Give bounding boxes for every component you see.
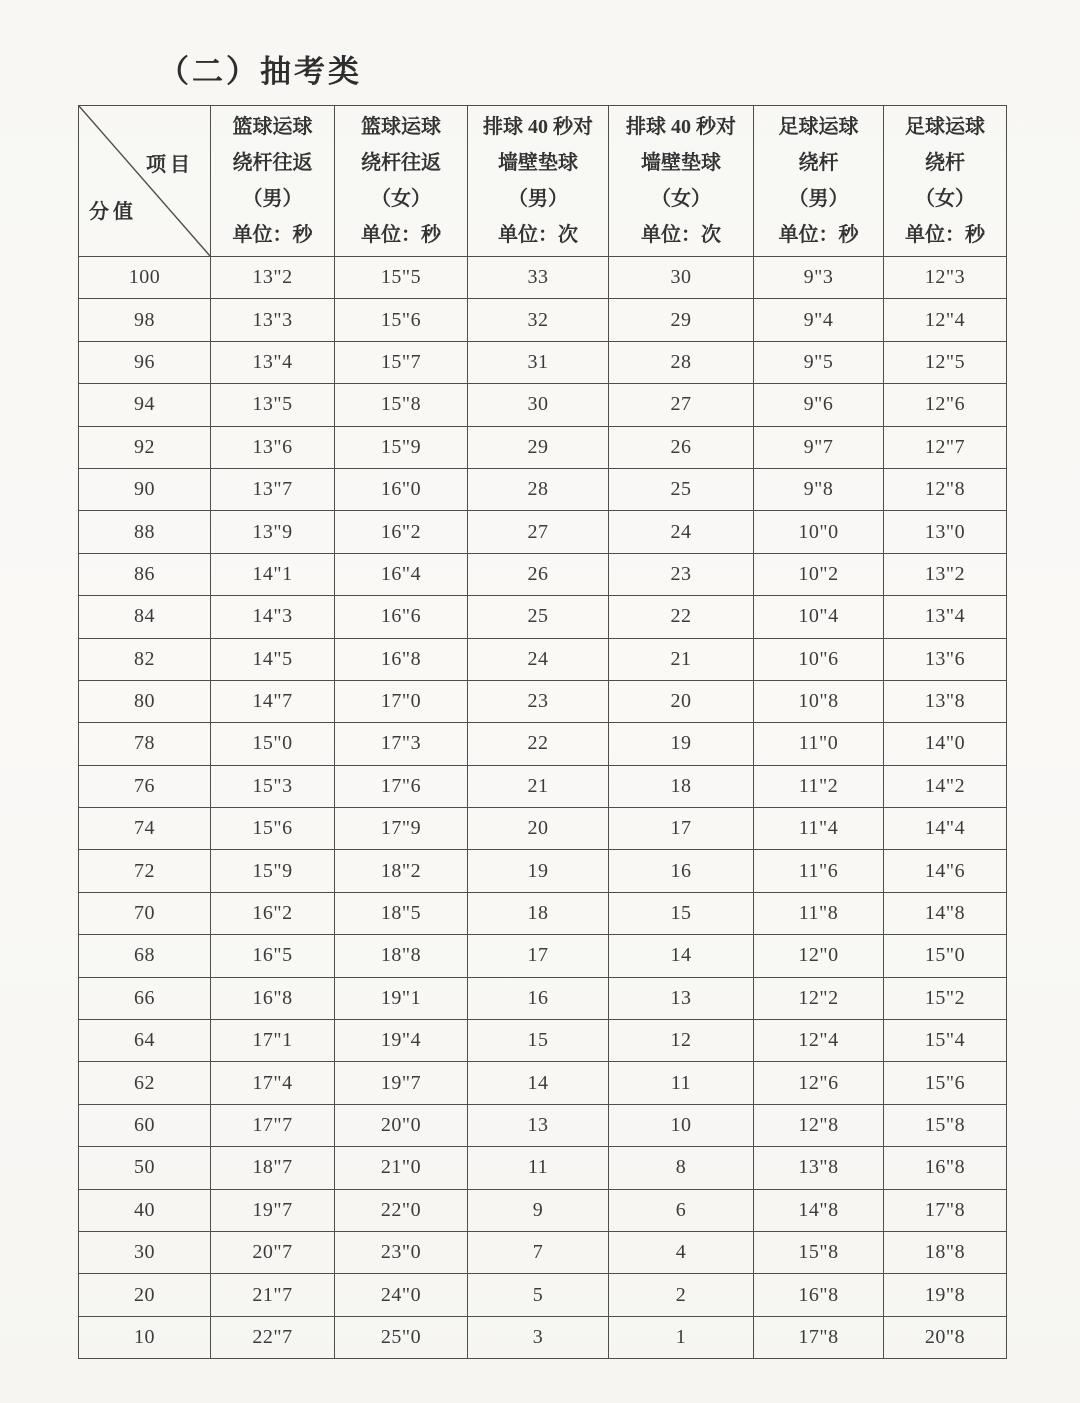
table-row: [79, 1062, 1007, 1104]
value-cell: 11: [468, 1147, 609, 1189]
score-cell: 50: [79, 1147, 211, 1189]
value-cell: 21: [468, 765, 609, 807]
value-cell: 17"1: [211, 1020, 335, 1062]
value-cell: 13"2: [211, 257, 335, 299]
column-header-line: 足球运球: [905, 116, 985, 138]
column-header-4: [754, 106, 884, 257]
column-header-line: （男）: [242, 188, 303, 210]
value-cell: 30: [609, 257, 754, 299]
value-cell: 26: [609, 426, 754, 468]
value-cell: 14: [468, 1062, 609, 1104]
column-header-line: 单位：次: [498, 224, 578, 246]
value-cell: 23: [609, 553, 754, 595]
value-cell: 3: [468, 1316, 609, 1358]
value-cell: 14"5: [211, 638, 335, 680]
value-cell: 22: [609, 596, 754, 638]
value-cell: 11"4: [754, 808, 884, 850]
value-cell: 17"0: [335, 680, 468, 722]
score-cell: 78: [79, 723, 211, 765]
column-header-line: 排球 40 秒对: [483, 116, 593, 138]
table-row: [79, 299, 1007, 341]
value-cell: 23: [468, 680, 609, 722]
value-cell: 11"8: [754, 892, 884, 934]
value-cell: 12"8: [754, 1104, 884, 1146]
value-cell: 7: [468, 1231, 609, 1273]
value-cell: 15: [468, 1020, 609, 1062]
value-cell: 12"5: [884, 341, 1007, 383]
score-cell: 94: [79, 384, 211, 426]
score-cell: 70: [79, 892, 211, 934]
table-row: [79, 892, 1007, 934]
column-header-line: 绕杆往返: [361, 152, 441, 174]
value-cell: 12"0: [754, 935, 884, 977]
value-cell: 20"0: [335, 1104, 468, 1146]
value-cell: 10"8: [754, 680, 884, 722]
value-cell: 25"0: [335, 1316, 468, 1358]
value-cell: 10"6: [754, 638, 884, 680]
score-cell: 64: [79, 1020, 211, 1062]
value-cell: 18: [468, 892, 609, 934]
value-cell: 15"9: [335, 426, 468, 468]
value-cell: 25: [468, 596, 609, 638]
table-row: [79, 977, 1007, 1019]
value-cell: 22: [468, 723, 609, 765]
score-cell: 82: [79, 638, 211, 680]
value-cell: 14"7: [211, 680, 335, 722]
value-cell: 10"2: [754, 553, 884, 595]
score-cell: 76: [79, 765, 211, 807]
score-cell: 30: [79, 1231, 211, 1273]
value-cell: 6: [609, 1189, 754, 1231]
column-header-0: [211, 106, 335, 257]
value-cell: 19"4: [335, 1020, 468, 1062]
value-cell: 13"7: [211, 468, 335, 510]
value-cell: 1: [609, 1316, 754, 1358]
score-cell: 74: [79, 808, 211, 850]
value-cell: 20: [609, 680, 754, 722]
score-cell: 88: [79, 511, 211, 553]
value-cell: 28: [609, 341, 754, 383]
column-header-line: 单位：秒: [778, 224, 859, 246]
value-cell: 9"4: [754, 299, 884, 341]
value-cell: 16"8: [884, 1147, 1007, 1189]
value-cell: 15"7: [335, 341, 468, 383]
corner-label-score: 分值: [89, 201, 137, 223]
value-cell: 20"7: [211, 1231, 335, 1273]
value-cell: 16"8: [211, 977, 335, 1019]
value-cell: 16: [468, 977, 609, 1019]
value-cell: 19"1: [335, 977, 468, 1019]
value-cell: 30: [468, 384, 609, 426]
value-cell: 17"8: [884, 1189, 1007, 1231]
value-cell: 17"8: [754, 1316, 884, 1358]
column-header-line: （女）: [651, 188, 711, 210]
value-cell: 11"6: [754, 850, 884, 892]
value-cell: 15"0: [211, 723, 335, 765]
value-cell: 22"0: [335, 1189, 468, 1231]
value-cell: 31: [468, 341, 609, 383]
score-cell: 100: [79, 257, 211, 299]
table-row: [79, 1020, 1007, 1062]
value-cell: 18"5: [335, 892, 468, 934]
value-cell: 14"8: [884, 892, 1007, 934]
corner-label-item: 项目: [146, 154, 194, 176]
value-cell: 23"0: [335, 1231, 468, 1273]
value-cell: 12"6: [754, 1062, 884, 1104]
value-cell: 12"3: [884, 257, 1007, 299]
column-header-line: 单位：次: [641, 224, 721, 246]
value-cell: 15"6: [211, 808, 335, 850]
column-header-line: 篮球运球: [361, 116, 441, 138]
value-cell: 22"7: [211, 1316, 335, 1358]
score-cell: 98: [79, 299, 211, 341]
score-cell: 68: [79, 935, 211, 977]
value-cell: 15"5: [335, 257, 468, 299]
value-cell: 17"3: [335, 723, 468, 765]
value-cell: 13"9: [211, 511, 335, 553]
value-cell: 13: [468, 1104, 609, 1146]
value-cell: 14"8: [754, 1189, 884, 1231]
value-cell: 13"4: [211, 341, 335, 383]
value-cell: 24"0: [335, 1274, 468, 1316]
column-header-line: 绕杆: [925, 152, 965, 174]
table-row: [79, 1316, 1007, 1358]
value-cell: 12"2: [754, 977, 884, 1019]
value-cell: 17: [609, 808, 754, 850]
value-cell: 20: [468, 808, 609, 850]
table-row: [79, 765, 1007, 807]
value-cell: 17: [468, 935, 609, 977]
value-cell: 29: [468, 426, 609, 468]
value-cell: 21: [609, 638, 754, 680]
value-cell: 27: [468, 511, 609, 553]
score-cell: 66: [79, 977, 211, 1019]
value-cell: 15"6: [335, 299, 468, 341]
value-cell: 13"8: [754, 1147, 884, 1189]
value-cell: 14"1: [211, 553, 335, 595]
value-cell: 15"4: [884, 1020, 1007, 1062]
value-cell: 12"8: [884, 468, 1007, 510]
table-row: [79, 1104, 1007, 1146]
table-body: [79, 257, 1007, 1359]
table-row: [79, 384, 1007, 426]
value-cell: 15"9: [211, 850, 335, 892]
value-cell: 16"6: [335, 596, 468, 638]
value-cell: 19: [609, 723, 754, 765]
value-cell: 13: [609, 977, 754, 1019]
value-cell: 13"4: [884, 596, 1007, 638]
value-cell: 13"2: [884, 553, 1007, 595]
value-cell: 32: [468, 299, 609, 341]
value-cell: 26: [468, 553, 609, 595]
value-cell: 25: [609, 468, 754, 510]
score-cell: 80: [79, 680, 211, 722]
column-header-line: （女）: [371, 188, 431, 210]
section-title: （二）抽考类: [158, 54, 362, 89]
value-cell: 14"6: [884, 850, 1007, 892]
value-cell: 16"2: [335, 511, 468, 553]
table-row: [79, 553, 1007, 595]
value-cell: 12: [609, 1020, 754, 1062]
score-cell: 62: [79, 1062, 211, 1104]
value-cell: 16"8: [335, 638, 468, 680]
value-cell: 28: [468, 468, 609, 510]
column-header-line: 墙壁垫球: [498, 152, 578, 174]
score-cell: 40: [79, 1189, 211, 1231]
column-header-line: 绕杆: [798, 152, 839, 174]
table-header: [79, 106, 1007, 257]
table-row: [79, 341, 1007, 383]
column-header-line: （男）: [788, 188, 849, 210]
value-cell: 9"3: [754, 257, 884, 299]
value-cell: 14"0: [884, 723, 1007, 765]
table-row: [79, 596, 1007, 638]
value-cell: 2: [609, 1274, 754, 1316]
score-standards-table: [78, 105, 1007, 1359]
value-cell: 16"2: [211, 892, 335, 934]
column-header-2: [468, 106, 609, 257]
value-cell: 15"8: [884, 1104, 1007, 1146]
value-cell: 15: [609, 892, 754, 934]
table-row: [79, 638, 1007, 680]
value-cell: 15"6: [884, 1062, 1007, 1104]
score-cell: 92: [79, 426, 211, 468]
value-cell: 18: [609, 765, 754, 807]
column-header-line: 墙壁垫球: [641, 152, 721, 174]
table-row: [79, 850, 1007, 892]
value-cell: 33: [468, 257, 609, 299]
value-cell: 19: [468, 850, 609, 892]
table-row: [79, 426, 1007, 468]
column-header-1: [335, 106, 468, 257]
value-cell: 16"4: [335, 553, 468, 595]
value-cell: 13"3: [211, 299, 335, 341]
score-cell: 90: [79, 468, 211, 510]
table-row: [79, 808, 1007, 850]
column-header-line: 单位：秒: [905, 224, 985, 246]
value-cell: 12"7: [884, 426, 1007, 468]
column-header-line: （男）: [508, 188, 568, 210]
value-cell: 14: [609, 935, 754, 977]
table-row: [79, 511, 1007, 553]
value-cell: 21"7: [211, 1274, 335, 1316]
column-header-line: （女）: [915, 188, 975, 210]
value-cell: 15"3: [211, 765, 335, 807]
value-cell: 12"4: [884, 299, 1007, 341]
score-cell: 96: [79, 341, 211, 383]
value-cell: 9"6: [754, 384, 884, 426]
value-cell: 16: [609, 850, 754, 892]
table-row: [79, 723, 1007, 765]
value-cell: 13"8: [884, 680, 1007, 722]
column-header-line: 绕杆往返: [232, 152, 313, 174]
value-cell: 17"7: [211, 1104, 335, 1146]
table-row: [79, 468, 1007, 510]
value-cell: 17"6: [335, 765, 468, 807]
value-cell: 10: [609, 1104, 754, 1146]
value-cell: 9"7: [754, 426, 884, 468]
value-cell: 14"2: [884, 765, 1007, 807]
score-cell: 72: [79, 850, 211, 892]
value-cell: 15"0: [884, 935, 1007, 977]
value-cell: 13"6: [211, 426, 335, 468]
value-cell: 15"8: [335, 384, 468, 426]
column-header-line: 单位：秒: [361, 224, 441, 246]
value-cell: 11"2: [754, 765, 884, 807]
value-cell: 13"5: [211, 384, 335, 426]
table-row: [79, 1189, 1007, 1231]
score-cell: 60: [79, 1104, 211, 1146]
value-cell: 18"2: [335, 850, 468, 892]
value-cell: 18"8: [884, 1231, 1007, 1273]
value-cell: 18"8: [335, 935, 468, 977]
value-cell: 12"6: [884, 384, 1007, 426]
column-header-line: 篮球运球: [232, 116, 313, 138]
value-cell: 20"8: [884, 1316, 1007, 1358]
score-cell: 84: [79, 596, 211, 638]
value-cell: 11: [609, 1062, 754, 1104]
value-cell: 14"3: [211, 596, 335, 638]
value-cell: 13"0: [884, 511, 1007, 553]
value-cell: 14"4: [884, 808, 1007, 850]
value-cell: 10"4: [754, 596, 884, 638]
value-cell: 10"0: [754, 511, 884, 553]
value-cell: 19"7: [335, 1062, 468, 1104]
value-cell: 19"8: [884, 1274, 1007, 1316]
value-cell: 9"8: [754, 468, 884, 510]
score-cell: 86: [79, 553, 211, 595]
table-row: [79, 1274, 1007, 1316]
value-cell: 29: [609, 299, 754, 341]
value-cell: 4: [609, 1231, 754, 1273]
value-cell: 24: [609, 511, 754, 553]
value-cell: 19"7: [211, 1189, 335, 1231]
value-cell: 21"0: [335, 1147, 468, 1189]
value-cell: 17"4: [211, 1062, 335, 1104]
column-header-line: 单位：秒: [232, 224, 313, 246]
table-row: [79, 1231, 1007, 1273]
value-cell: 15"2: [884, 977, 1007, 1019]
diagonal-divider-line: [79, 106, 210, 256]
value-cell: 5: [468, 1274, 609, 1316]
value-cell: 24: [468, 638, 609, 680]
header-row: [79, 106, 1007, 257]
value-cell: 17"9: [335, 808, 468, 850]
value-cell: 18"7: [211, 1147, 335, 1189]
value-cell: 16"8: [754, 1274, 884, 1316]
value-cell: 9: [468, 1189, 609, 1231]
value-cell: 27: [609, 384, 754, 426]
value-cell: 12"4: [754, 1020, 884, 1062]
value-cell: 8: [609, 1147, 754, 1189]
value-cell: 11"0: [754, 723, 884, 765]
column-header-line: 足球运球: [778, 116, 859, 138]
value-cell: 15"8: [754, 1231, 884, 1273]
table-row: [79, 935, 1007, 977]
column-header-3: [609, 106, 754, 257]
value-cell: 13"6: [884, 638, 1007, 680]
score-cell: 20: [79, 1274, 211, 1316]
table-row: [79, 680, 1007, 722]
table-row: [79, 257, 1007, 299]
value-cell: 9"5: [754, 341, 884, 383]
table-row: [79, 1147, 1007, 1189]
value-cell: 16"0: [335, 468, 468, 510]
column-header-line: 排球 40 秒对: [626, 116, 736, 138]
score-cell: 10: [79, 1316, 211, 1358]
corner-cell: [79, 106, 211, 257]
value-cell: 16"5: [211, 935, 335, 977]
column-header-5: [884, 106, 1007, 257]
